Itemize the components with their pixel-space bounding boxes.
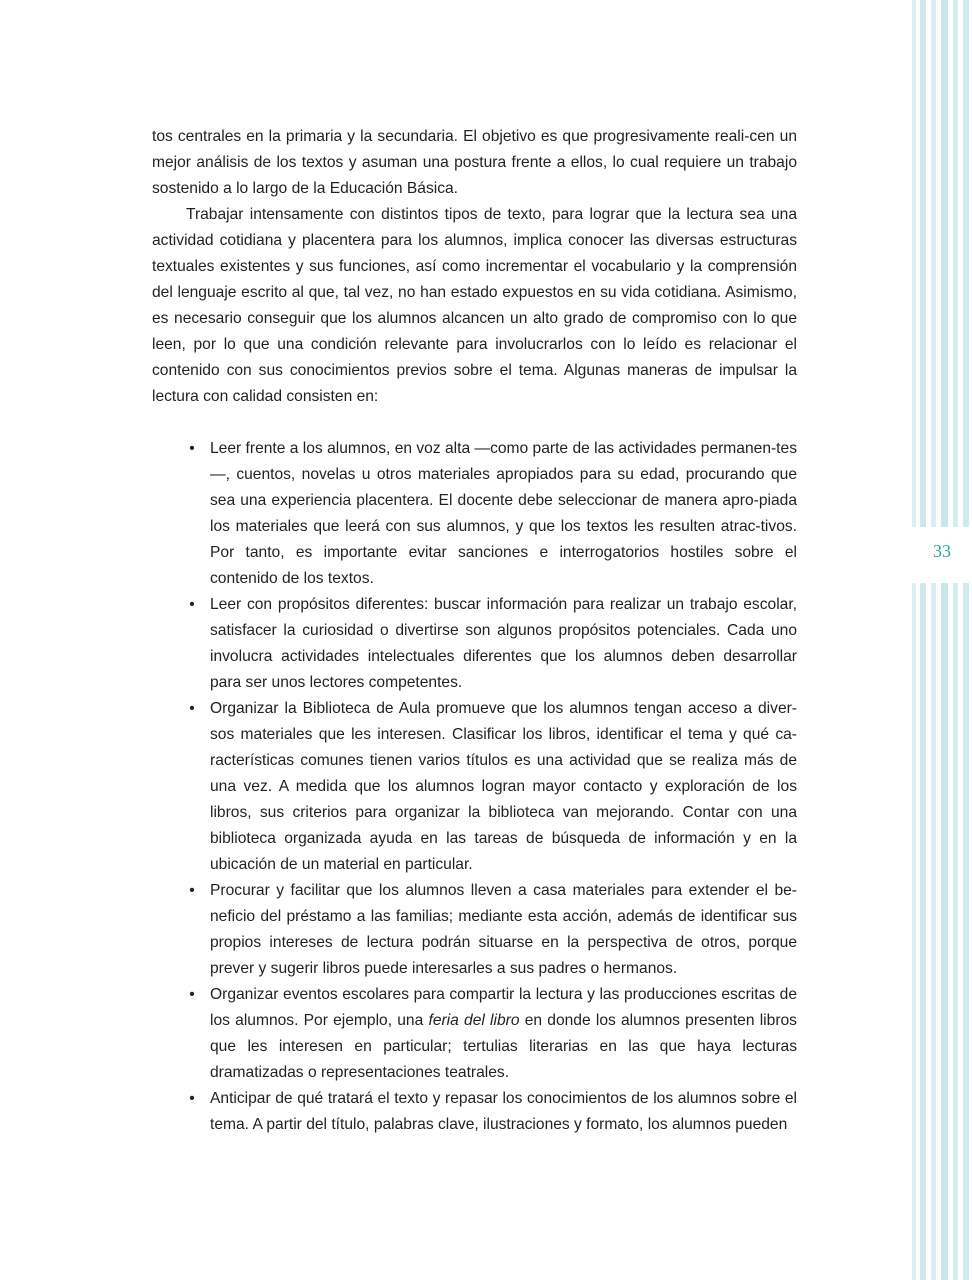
margin-stripes <box>912 0 972 1280</box>
list-item-text: Leer frente a los alumnos, en voz alta —como parte de las actividades permanen-tes—, cuentos, novelas u otros materiales apropiados para su edad, procurando que sea una experiencia placentera. El docente debe seleccionar de manera apro-piada los materiales que leerá con sus alumnos, y que los textos les resulten atrac-tivos. Por tanto, es importante evitar sanciones e interrogatorios hostiles sobre el contenido de los textos. <box>210 440 797 587</box>
bullet-icon: • <box>189 882 195 899</box>
paragraph: tos centrales en la primaria y la secundaria. El objetivo es que progresivamente reali-cen un mejor análisis de los textos y asuman una postura frente a ellos, lo cual requiere un trabajo sostenido a lo largo de la Educación Básica. <box>152 128 797 197</box>
list-item <box>152 696 797 878</box>
margin-stripe <box>953 0 958 1280</box>
list-item-text-part: en donde los alumnos presenten libros que les interesen en particular; tertulias literarias en las que haya lecturas dramatizadas o representaciones teatrales. <box>210 1012 797 1081</box>
list-item-text-part: Organizar eventos escolares para compartir la lectura y las producciones escritas de los alumnos. Por ejemplo, una <box>210 986 797 1029</box>
list-item <box>152 592 797 696</box>
bullet-icon: • <box>189 700 195 717</box>
list-item-text: Organizar la Biblioteca de Aula promueve que los alumnos tengan acceso a diver-sos materiales que les interesen. Clasificar los libros, identificar el tema y qué ca-racterísticas comunes tienen varios títulos es una actividad que se realiza más de una vez. A medida que los alumnos logran mayor contacto y exploración de los libros, sus criterios para organizar la biblioteca van mejorando. Contar con una biblioteca organizada ayuda en las tareas de búsqueda de información y en la ubicación de un material en particular. <box>210 700 797 873</box>
page-number: 33 <box>933 541 951 561</box>
margin-stripe <box>920 0 926 1280</box>
body-text <box>152 124 797 1138</box>
margin-stripe <box>963 0 969 1280</box>
bullet-icon: • <box>189 1090 195 1107</box>
paragraph: Trabajar intensamente con distintos tipos de texto, para lograr que la lectura sea una actividad cotidiana y placentera para los alumnos, implica conocer las diversas estructuras textuales existentes y sus funciones, así como incrementar el vocabulario y la comprensión del lenguaje escrito al que, tal vez, no han estado expuestos en su vida cotidiana. Asimismo, es necesario conseguir que los alumnos alcancen un alto grado de compromiso con lo que leen, por lo que una condición relevante para involucrarlos con lo leído es relacionar el contenido con sus conocimientos previos sobre el tema. Algunas maneras de impulsar la lectura con calidad consisten en: <box>152 206 797 405</box>
margin-stripe <box>931 0 936 1280</box>
list-item <box>152 878 797 982</box>
margin-stripe <box>912 0 916 1280</box>
list-item <box>152 1086 797 1138</box>
list-item <box>152 982 797 1086</box>
bullet-icon: • <box>189 440 195 457</box>
bullet-list <box>152 436 797 1138</box>
bullet-icon: • <box>189 986 195 1003</box>
list-item <box>152 436 797 592</box>
italic-title: feria del libro <box>428 1012 520 1029</box>
margin-stripe <box>941 0 948 1280</box>
list-item-text: Procurar y facilitar que los alumnos lleven a casa materiales para extender el be-neficio del préstamo a las familias; mediante esta acción, además de identificar sus propios intereses de lectura podrán situarse en la perspectiva de otros, porque prever y sugerir libros puede interesarles a sus padres o hermanos. <box>210 882 797 977</box>
list-item-text: Leer con propósitos diferentes: buscar información para realizar un trabajo escolar, satisfacer la curiosidad o divertirse son algunos propósitos potenciales. Cada uno involucra actividades intelectuales diferentes que los alumnos deben desarrollar para ser unos lectores competentes. <box>210 596 797 691</box>
list-item-text: Anticipar de qué tratará el texto y repasar los conocimientos de los alumnos sobre el tema. A partir del título, palabras clave, ilustraciones y formato, los alumnos pueden <box>210 1090 797 1133</box>
bullet-icon: • <box>189 596 195 613</box>
list-item-text <box>210 986 797 1081</box>
